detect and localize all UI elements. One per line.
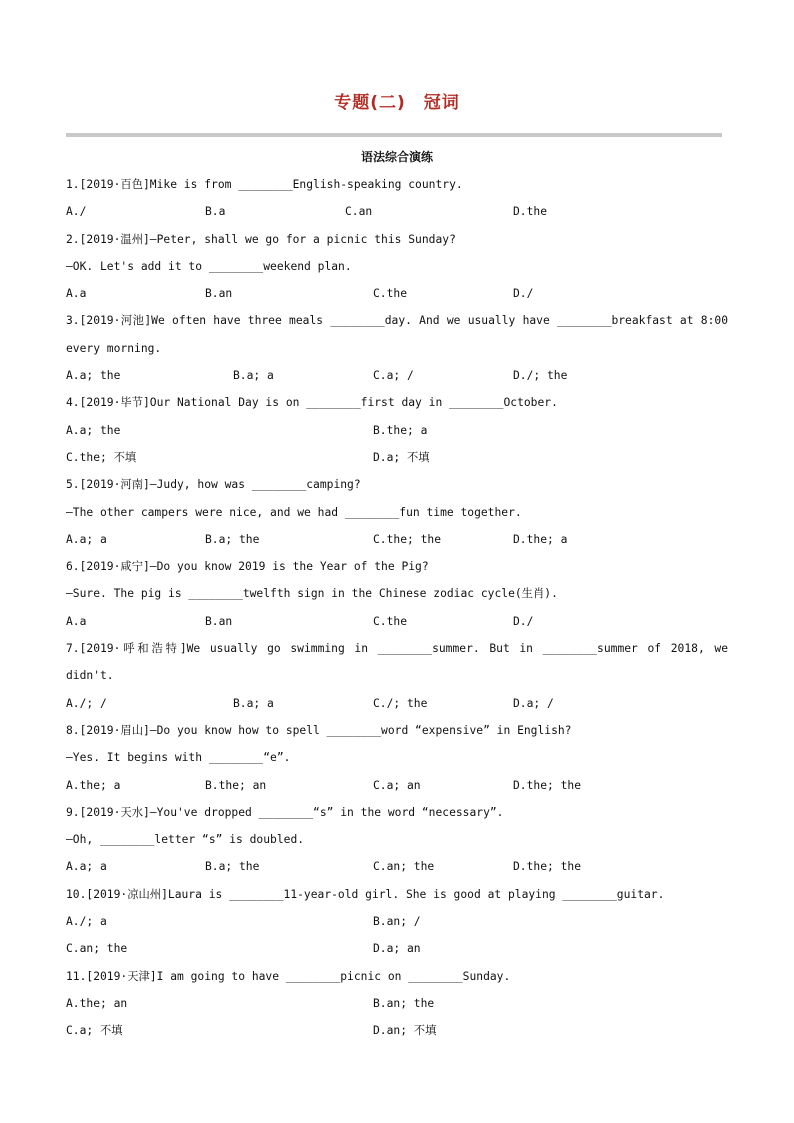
option-d[interactable]: D.the; the [513,860,582,874]
option-c[interactable]: C.a; 不填 [66,1024,123,1038]
options-row [66,690,728,717]
option-c[interactable]: C.the [373,614,408,628]
question-stem-line: 2.[2019·温州]—Peter, shall we go for a picnic this Sunday? [66,232,456,246]
option-a[interactable]: A.a [66,287,87,301]
option-c[interactable]: C.an; the [373,860,435,874]
option-b[interactable]: B.an [205,287,233,301]
page-title: 专题(二) 冠词 [334,93,460,113]
question-stem-line: —Yes. It begins with ________“e”. [66,751,291,765]
question-stem-line: —The other campers were nice, and we had ________fun time together. [66,505,522,519]
question-stem-line: 7.[2019·呼和浩特]We usually go swimming in ________summer. But in ________summer of 2018, we didn't. [66,642,728,683]
question-stem-line: —Sure. The pig is ________twelfth sign in the Chinese zodiac cycle(生肖). [66,587,558,601]
option-b[interactable]: B.a; a [233,369,274,383]
question-stem-line: —Oh, ________letter “s” is doubled. [66,833,305,847]
option-c[interactable]: C.the; the [373,532,442,546]
options-row [66,280,728,307]
question-stem-line: 5.[2019·河南]—Judy, how was ________camping? [66,478,361,492]
option-a[interactable]: A.a; a [66,860,107,874]
option-b[interactable]: B.an [205,614,233,628]
option-d[interactable]: D.the; a [513,532,568,546]
option-b[interactable]: B.an; / [373,915,421,929]
option-b[interactable]: B.a; a [233,696,274,710]
question-stem-line: 1.[2019·百色]Mike is from ________English-speaking country. [66,178,463,191]
option-b[interactable]: B.a; the [205,860,260,874]
question-stem-line: —OK. Let's add it to ________weekend plan. [66,259,352,273]
option-c[interactable]: C.an; the [66,942,128,956]
question-item [66,635,728,717]
question-item [66,389,728,471]
option-c[interactable]: C.the; 不填 [66,450,137,464]
options-row [66,1017,728,1044]
question-item [66,553,728,635]
option-a[interactable]: A./ [66,205,87,219]
question-stem-line: 6.[2019·咸宁]—Do you know 2019 is the Year of the Pig? [66,560,429,574]
option-d[interactable]: D.a; an [373,942,421,956]
title-divider [66,133,722,137]
option-b[interactable]: B.the; a [373,423,428,437]
option-c[interactable]: C.an [345,205,373,219]
option-b[interactable]: B.a; the [205,532,260,546]
option-a[interactable]: A./; a [66,915,107,929]
question-stem-line: 4.[2019·毕节]Our National Day is on ________first day in ________October. [66,396,558,410]
option-b[interactable]: B.the; an [205,778,267,792]
option-c[interactable]: C./; the [373,696,428,710]
options-row [66,444,728,471]
option-a[interactable]: A.a; a [66,532,107,546]
question-stem-line: 8.[2019·眉山]—Do you know how to spell ________word “expensive” in English? [66,723,572,737]
option-d[interactable]: D./; the [513,369,568,383]
option-d[interactable]: D.a; 不填 [373,450,430,464]
options-row [66,853,728,880]
options-row [66,608,728,635]
option-b[interactable]: B.an; the [373,996,435,1010]
question-item [66,963,728,1045]
options-row [66,908,728,935]
option-c[interactable]: C.a; / [373,369,414,383]
question-item [66,171,728,226]
option-a[interactable]: A.a; the [66,423,121,437]
options-row [66,198,728,225]
option-c[interactable]: C.a; an [373,778,421,792]
question-item [66,307,728,389]
question-item [66,226,728,308]
question-stem-line: 10.[2019·凉山州]Laura is ________11-year-old girl. She is good at playing ________guitar. [66,887,665,901]
option-d[interactable]: D./ [513,614,534,628]
question-stem-line: 11.[2019·天津]I am going to have ________picnic on ________Sunday. [66,969,511,983]
section-subtitle: 语法综合演练 [360,150,433,164]
options-row [66,526,728,553]
option-d[interactable]: D.the; the [513,778,582,792]
option-d[interactable]: D.the [513,205,548,219]
option-a[interactable]: A.the; an [66,996,128,1010]
options-row [66,935,728,962]
options-row [66,417,728,444]
question-item [66,881,728,963]
question-stem-line: 9.[2019·天水]—You've dropped ________“s” in the word “necessary”. [66,805,504,819]
question-item [66,799,728,881]
option-d[interactable]: D.an; 不填 [373,1024,437,1038]
option-a[interactable]: A./; / [66,696,107,710]
options-row [66,990,728,1017]
option-a[interactable]: A.the; a [66,778,121,792]
option-c[interactable]: C.the [373,287,408,301]
question-item [66,471,728,553]
option-a[interactable]: A.a [66,614,87,628]
question-stem-line: 3.[2019·河池]We often have three meals ________day. And we usually have ________breakfast at 8:00 every morning. [66,314,728,355]
option-b[interactable]: B.a [205,205,226,219]
options-row [66,362,728,389]
options-row [66,772,728,799]
option-d[interactable]: D./ [513,287,534,301]
question-item [66,717,728,799]
question-list [66,171,728,1045]
option-a[interactable]: A.a; the [66,369,121,383]
option-d[interactable]: D.a; / [513,696,554,710]
